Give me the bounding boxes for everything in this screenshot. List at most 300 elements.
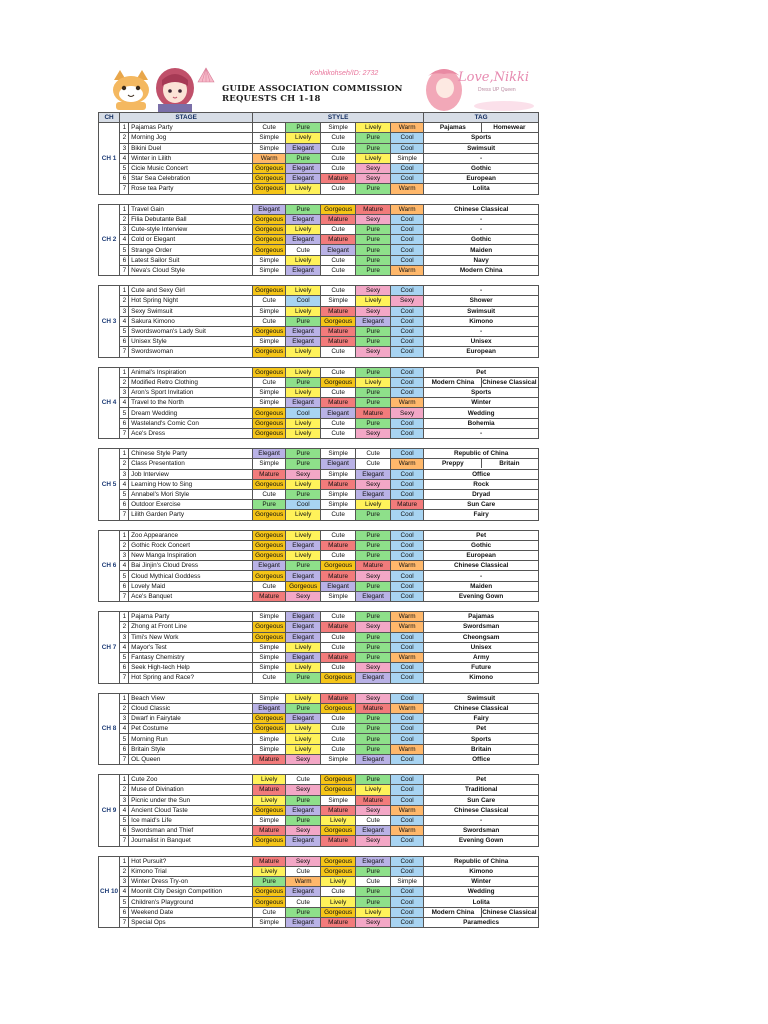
tag-value: Britain: [499, 460, 520, 468]
chapter-label: CH 8: [99, 693, 120, 764]
style-cell: Lively: [356, 500, 391, 510]
style-cell: Cool: [391, 673, 424, 683]
table-row: [99, 897, 539, 907]
style-cell: Gorgeous: [253, 897, 286, 907]
author-credit: Kohkikohseh/ID: 2732: [309, 70, 379, 77]
tag-value: Modern China: [425, 378, 482, 387]
style-cell: Simple: [321, 449, 356, 459]
style-cell: Simple: [253, 255, 286, 265]
table-row: [99, 826, 539, 836]
style-cell: Cute: [321, 225, 356, 235]
style-cell: Pure: [356, 133, 391, 143]
style-cell: Cool: [391, 734, 424, 744]
chapter-spacer: [99, 357, 539, 367]
table-row: [99, 836, 539, 846]
table-row: [99, 866, 539, 876]
stage-number: 2: [120, 214, 129, 224]
tag-cell: Swimsuit: [424, 306, 539, 316]
style-cell: Pure: [356, 612, 391, 622]
stage-name: Outdoor Exercise: [129, 500, 253, 510]
tag-cell: -: [424, 225, 539, 235]
stage-name: Moonlit City Design Competition: [129, 887, 253, 897]
style-cell: Elegant: [253, 561, 286, 571]
style-cell: Mature: [321, 540, 356, 550]
style-cell: Pure: [356, 418, 391, 428]
stage-name: Swordswoman's Lady Suit: [129, 326, 253, 336]
style-cell: Cute: [321, 510, 356, 520]
style-cell: Lively: [286, 479, 321, 489]
table-row: [99, 316, 539, 326]
tag-cell: [424, 123, 539, 133]
tag-cell: Sports: [424, 388, 539, 398]
style-cell: Cool: [391, 337, 424, 347]
stage-name: Ice maid's Life: [129, 815, 253, 825]
style-cell: Warm: [391, 459, 424, 469]
style-cell: Simple: [253, 693, 286, 703]
tag-cell: Unisex: [424, 337, 539, 347]
style-cell: Mature: [321, 337, 356, 347]
stage-name: Wasteland's Comic Con: [129, 418, 253, 428]
table-row: [99, 500, 539, 510]
stage-number: 1: [120, 286, 129, 296]
style-cell: Sexy: [356, 428, 391, 438]
style-cell: Cool: [391, 887, 424, 897]
style-cell: Lively: [321, 897, 356, 907]
tag-cell: -: [424, 815, 539, 825]
tag-cell: Swimsuit: [424, 693, 539, 703]
table-row: [99, 204, 539, 214]
tag-value: Preppy: [425, 459, 482, 468]
style-cell: Cool: [391, 235, 424, 245]
table-row: [99, 714, 539, 724]
style-cell: Lively: [321, 877, 356, 887]
table-row: [99, 652, 539, 662]
style-cell: Warm: [391, 398, 424, 408]
style-cell: Pure: [356, 530, 391, 540]
stage-number: 3: [120, 469, 129, 479]
stage-name: Cloud Mythical Goddess: [129, 571, 253, 581]
style-cell: Gorgeous: [253, 184, 286, 194]
style-cell: Cute: [286, 897, 321, 907]
style-cell: Elegant: [321, 408, 356, 418]
header-row: [99, 113, 539, 123]
style-cell: Lively: [286, 225, 321, 235]
table-row: [99, 296, 539, 306]
style-cell: Cool: [391, 836, 424, 846]
style-cell: Lively: [356, 153, 391, 163]
style-cell: Mature: [356, 795, 391, 805]
commission-requests-table: [98, 112, 539, 928]
table-row: [99, 347, 539, 357]
style-cell: Gorgeous: [321, 204, 356, 214]
style-cell: Cute: [253, 296, 286, 306]
style-cell: Gorgeous: [253, 326, 286, 336]
style-cell: Gorgeous: [253, 225, 286, 235]
column-header-ch: CH: [99, 113, 120, 123]
table-row: [99, 225, 539, 235]
style-cell: Mature: [253, 754, 286, 764]
chapter-label: CH 5: [99, 449, 120, 520]
table-row: [99, 306, 539, 316]
stage-number: 4: [120, 561, 129, 571]
style-cell: Sexy: [286, 826, 321, 836]
tag-cell: Pet: [424, 775, 539, 785]
tag-cell: [424, 377, 539, 387]
stage-number: 6: [120, 907, 129, 917]
style-cell: Cool: [391, 255, 424, 265]
style-cell: Pure: [286, 204, 321, 214]
style-cell: Cute: [321, 734, 356, 744]
stage-number: 7: [120, 428, 129, 438]
style-cell: Gorgeous: [321, 673, 356, 683]
table-row: [99, 551, 539, 561]
style-cell: Cool: [391, 367, 424, 377]
style-cell: Cute: [356, 459, 391, 469]
spacer-cell: [99, 357, 539, 367]
style-cell: Lively: [286, 530, 321, 540]
style-cell: Cool: [391, 449, 424, 459]
table-row: [99, 388, 539, 398]
chapter-spacer: [99, 276, 539, 286]
style-cell: Pure: [356, 540, 391, 550]
stage-name: Sakura Kimono: [129, 316, 253, 326]
column-header-style: STYLE: [253, 113, 424, 123]
stage-number: 4: [120, 235, 129, 245]
style-cell: Cute: [321, 265, 356, 275]
style-cell: Cute: [286, 866, 321, 876]
style-cell: Mature: [321, 836, 356, 846]
tag-cell: Wedding: [424, 887, 539, 897]
style-cell: Mature: [356, 703, 391, 713]
love-nikki-logo: Love,Nikki: [458, 70, 530, 85]
chapter-label: CH 10: [99, 856, 120, 927]
stage-name: Special Ops: [129, 917, 253, 927]
stage-name: Travel to the North: [129, 398, 253, 408]
style-cell: Gorgeous: [321, 775, 356, 785]
tag-cell: Rock: [424, 479, 539, 489]
tag-cell: Swimsuit: [424, 143, 539, 153]
style-cell: Elegant: [286, 836, 321, 846]
style-cell: Gorgeous: [253, 174, 286, 184]
style-cell: Cute: [321, 347, 356, 357]
style-cell: Pure: [356, 326, 391, 336]
style-cell: Lively: [286, 428, 321, 438]
table-row: [99, 530, 539, 540]
style-cell: Lively: [286, 418, 321, 428]
stage-name: Beach View: [129, 693, 253, 703]
style-cell: Warm: [391, 265, 424, 275]
stage-name: Job Interview: [129, 469, 253, 479]
style-cell: Lively: [253, 795, 286, 805]
stage-number: 1: [120, 693, 129, 703]
style-cell: Pure: [356, 265, 391, 275]
style-cell: Cute: [321, 133, 356, 143]
tag-cell: Cheongsam: [424, 632, 539, 642]
chapter-spacer: [99, 520, 539, 530]
style-cell: Cute: [321, 388, 356, 398]
style-cell: Mature: [321, 214, 356, 224]
stage-number: 5: [120, 897, 129, 907]
style-cell: Cool: [391, 815, 424, 825]
style-cell: Pure: [286, 123, 321, 133]
style-cell: Mature: [253, 785, 286, 795]
tag-cell: Kimono: [424, 866, 539, 876]
tag-cell: European: [424, 174, 539, 184]
tag-cell: Lolita: [424, 897, 539, 907]
stage-name: Morning Jog: [129, 133, 253, 143]
stage-number: 7: [120, 754, 129, 764]
style-cell: Sexy: [356, 571, 391, 581]
style-cell: Pure: [253, 877, 286, 887]
tag-cell: -: [424, 153, 539, 163]
style-cell: Elegant: [356, 826, 391, 836]
style-cell: Warm: [391, 612, 424, 622]
chapter-spacer: [99, 602, 539, 612]
table-row: [99, 408, 539, 418]
spacer-cell: [99, 276, 539, 286]
style-cell: Mature: [356, 561, 391, 571]
stage-name: Journalist in Banquet: [129, 836, 253, 846]
style-cell: Pure: [356, 866, 391, 876]
table-row: [99, 795, 539, 805]
stage-number: 4: [120, 479, 129, 489]
stage-name: Swordsman and Thief: [129, 826, 253, 836]
style-cell: Gorgeous: [253, 245, 286, 255]
style-cell: Simple: [253, 265, 286, 275]
stage-name: OL Queen: [129, 754, 253, 764]
style-cell: Gorgeous: [253, 551, 286, 561]
stage-number: 4: [120, 805, 129, 815]
stage-number: 5: [120, 815, 129, 825]
stage-name: Swordswoman: [129, 347, 253, 357]
style-cell: Elegant: [356, 489, 391, 499]
table-row: [99, 775, 539, 785]
style-cell: Elegant: [286, 337, 321, 347]
table-row: [99, 887, 539, 897]
table-row: [99, 245, 539, 255]
style-cell: Pure: [356, 642, 391, 652]
stage-number: 1: [120, 367, 129, 377]
style-cell: Cute: [321, 255, 356, 265]
style-cell: Cool: [391, 530, 424, 540]
stage-name: Mayor's Test: [129, 642, 253, 652]
tag-cell: Paramedics: [424, 917, 539, 927]
style-cell: Gorgeous: [253, 632, 286, 642]
stage-number: 7: [120, 591, 129, 601]
style-cell: Gorgeous: [321, 703, 356, 713]
style-cell: Elegant: [356, 856, 391, 866]
stage-name: Zoo Appearance: [129, 530, 253, 540]
style-cell: Cute: [253, 316, 286, 326]
style-cell: Elegant: [286, 917, 321, 927]
style-cell: Gorgeous: [253, 836, 286, 846]
tag-cell: Republic of China: [424, 449, 539, 459]
style-cell: Mature: [321, 622, 356, 632]
style-cell: Gorgeous: [321, 866, 356, 876]
style-cell: Elegant: [286, 326, 321, 336]
table-row: [99, 398, 539, 408]
style-cell: Simple: [321, 123, 356, 133]
stage-number: 2: [120, 622, 129, 632]
stage-number: 3: [120, 551, 129, 561]
tag-cell: [424, 459, 539, 469]
style-cell: Pure: [356, 632, 391, 642]
style-cell: Cute: [321, 632, 356, 642]
stage-name: Latest Sailor Suit: [129, 255, 253, 265]
style-cell: Sexy: [356, 917, 391, 927]
style-cell: Warm: [286, 877, 321, 887]
stage-name: Hot Pursuit?: [129, 856, 253, 866]
style-cell: Gorgeous: [321, 561, 356, 571]
style-cell: Pure: [356, 255, 391, 265]
style-cell: Elegant: [286, 163, 321, 173]
style-cell: Cool: [391, 174, 424, 184]
style-cell: Cool: [391, 510, 424, 520]
stage-number: 6: [120, 255, 129, 265]
table-row: [99, 693, 539, 703]
style-cell: Cool: [391, 856, 424, 866]
stage-name: Class Presentation: [129, 459, 253, 469]
style-cell: Gorgeous: [253, 724, 286, 734]
style-cell: Pure: [286, 815, 321, 825]
anime-girl-illustration: [152, 66, 198, 112]
style-cell: Cute: [356, 449, 391, 459]
style-cell: Cute: [321, 724, 356, 734]
stage-number: 3: [120, 143, 129, 153]
style-cell: Gorgeous: [253, 571, 286, 581]
stage-number: 4: [120, 316, 129, 326]
style-cell: Simple: [253, 133, 286, 143]
style-cell: Simple: [253, 306, 286, 316]
stage-name: Weekend Date: [129, 907, 253, 917]
style-cell: Elegant: [286, 632, 321, 642]
style-cell: Sexy: [356, 163, 391, 173]
style-cell: Simple: [321, 469, 356, 479]
style-cell: Mature: [253, 826, 286, 836]
stage-name: Pajama Party: [129, 612, 253, 622]
style-cell: Pure: [356, 775, 391, 785]
table-row: [99, 907, 539, 917]
stage-name: Lilith Garden Party: [129, 510, 253, 520]
style-cell: Sexy: [356, 836, 391, 846]
stage-number: 3: [120, 632, 129, 642]
style-cell: Simple: [253, 337, 286, 347]
spacer-cell: [99, 683, 539, 693]
style-cell: Elegant: [286, 612, 321, 622]
style-cell: Cool: [391, 306, 424, 316]
style-cell: Cool: [391, 347, 424, 357]
style-cell: Mature: [356, 204, 391, 214]
spacer-cell: [99, 846, 539, 856]
spacer-cell: [99, 602, 539, 612]
style-cell: Cute: [321, 551, 356, 561]
style-cell: Pure: [356, 724, 391, 734]
table-row: [99, 123, 539, 133]
style-cell: Cute: [321, 418, 356, 428]
love-nikki-logo-subtitle: Dress UP Queen: [478, 87, 516, 93]
style-cell: Gorgeous: [321, 826, 356, 836]
style-cell: Lively: [253, 866, 286, 876]
table-row: [99, 489, 539, 499]
chapter-spacer: [99, 765, 539, 775]
style-cell: Cool: [391, 214, 424, 224]
stage-number: 2: [120, 866, 129, 876]
stage-name: Ace's Banquet: [129, 591, 253, 601]
style-cell: Elegant: [286, 571, 321, 581]
stage-number: 3: [120, 795, 129, 805]
style-cell: Mature: [321, 235, 356, 245]
style-cell: Cute: [321, 887, 356, 897]
stage-name: Aron's Sport Invitation: [129, 388, 253, 398]
stage-number: 6: [120, 663, 129, 673]
style-cell: Gorgeous: [253, 479, 286, 489]
stage-number: 2: [120, 459, 129, 469]
stage-number: 3: [120, 225, 129, 235]
style-cell: Mature: [321, 917, 356, 927]
style-cell: Mature: [321, 306, 356, 316]
style-cell: Elegant: [253, 703, 286, 713]
style-cell: Warm: [391, 652, 424, 662]
stage-number: 1: [120, 530, 129, 540]
style-cell: Cool: [391, 917, 424, 927]
style-cell: Simple: [321, 754, 356, 764]
style-cell: Lively: [286, 693, 321, 703]
tag-cell: European: [424, 551, 539, 561]
table-row: [99, 581, 539, 591]
chapter-label: CH 3: [99, 286, 120, 357]
tag-cell: Pet: [424, 367, 539, 377]
stage-number: 2: [120, 296, 129, 306]
stage-number: 5: [120, 571, 129, 581]
style-cell: Cute: [253, 489, 286, 499]
style-cell: Lively: [356, 377, 391, 387]
style-cell: Lively: [286, 663, 321, 673]
style-cell: Lively: [356, 907, 391, 917]
style-cell: Cool: [391, 642, 424, 652]
style-cell: Gorgeous: [321, 377, 356, 387]
table-row: [99, 469, 539, 479]
tag-cell: Future: [424, 663, 539, 673]
style-cell: Pure: [356, 551, 391, 561]
style-cell: Simple: [321, 489, 356, 499]
style-cell: Lively: [286, 388, 321, 398]
tag-value: Modern China: [425, 908, 482, 917]
column-header-stage: STAGE: [120, 113, 253, 123]
table-row: [99, 724, 539, 734]
style-cell: Elegant: [286, 235, 321, 245]
style-cell: Lively: [253, 775, 286, 785]
stage-name: Fantasy Chemistry: [129, 652, 253, 662]
stage-name: Timi's New Work: [129, 632, 253, 642]
style-cell: Gorgeous: [253, 408, 286, 418]
style-cell: Simple: [253, 663, 286, 673]
style-cell: Gorgeous: [321, 907, 356, 917]
style-cell: Cute: [321, 286, 356, 296]
tag-cell: Chinese Classical: [424, 805, 539, 815]
style-cell: Gorgeous: [253, 163, 286, 173]
table-row: [99, 744, 539, 754]
stage-name: Modified Retro Clothing: [129, 377, 253, 387]
table-row: [99, 163, 539, 173]
stage-number: 5: [120, 652, 129, 662]
stage-number: 6: [120, 581, 129, 591]
style-cell: Pure: [356, 245, 391, 255]
table-row: [99, 133, 539, 143]
style-cell: Cool: [391, 591, 424, 601]
style-cell: Cool: [391, 163, 424, 173]
style-cell: Simple: [391, 877, 424, 887]
style-cell: Pure: [356, 184, 391, 194]
